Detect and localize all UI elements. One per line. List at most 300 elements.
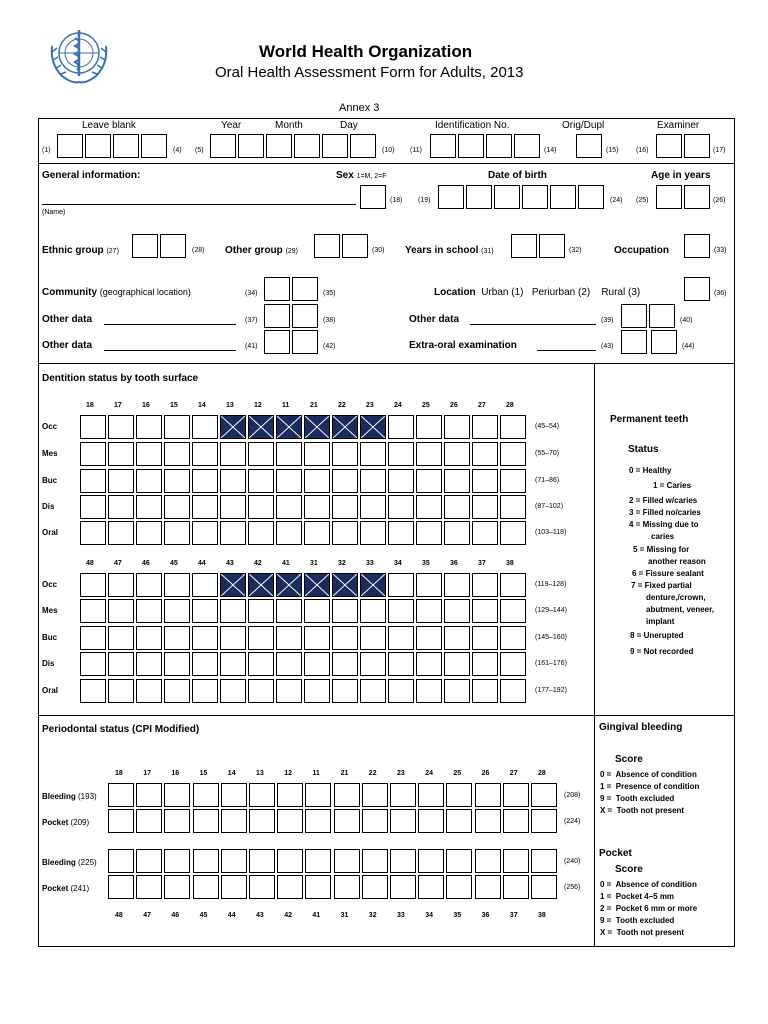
tooth-number: 15 [199, 770, 208, 777]
tooth-surface-box[interactable] [276, 599, 302, 623]
tooth-surface-box[interactable] [108, 442, 134, 466]
tooth-surface-box[interactable] [500, 442, 526, 466]
tooth-surface-box[interactable] [80, 521, 106, 545]
tooth-surface-box[interactable] [136, 415, 162, 439]
tooth-surface-box[interactable] [500, 599, 526, 623]
pocket-score-box[interactable] [221, 875, 247, 899]
tooth-surface-box[interactable] [444, 626, 470, 650]
field-code: (129–144) [535, 607, 567, 614]
tooth-surface-box[interactable] [444, 652, 470, 676]
dob-box[interactable] [578, 185, 604, 209]
pocket-score-box[interactable] [334, 875, 360, 899]
examiner-box[interactable] [656, 134, 682, 158]
tooth-number: 21 [340, 770, 349, 777]
gingival-code-item: X = Tooth not present [600, 806, 685, 815]
tooth-surface-box[interactable] [472, 652, 498, 676]
bleeding-score-box[interactable] [390, 783, 416, 807]
tooth-surface-box[interactable] [108, 573, 134, 597]
tooth-surface-box[interactable] [80, 415, 106, 439]
tooth-number: 18 [86, 402, 94, 409]
years-school-box[interactable] [539, 234, 565, 258]
tooth-surface-box[interactable] [416, 521, 442, 545]
tooth-surface-box[interactable] [220, 521, 246, 545]
other-group-box[interactable] [342, 234, 368, 258]
field-code: (10) [382, 147, 395, 154]
pocket-score-box[interactable] [390, 875, 416, 899]
tooth-surface-box[interactable] [416, 442, 442, 466]
tooth-number: 14 [227, 770, 236, 777]
dob-box[interactable] [438, 185, 464, 209]
tooth-number: 33 [397, 912, 405, 919]
tooth-surface-box[interactable] [108, 599, 134, 623]
pocket-score-box[interactable] [277, 809, 303, 833]
tooth-surface-box[interactable] [388, 599, 414, 623]
bleeding-score-box[interactable] [475, 849, 501, 873]
tooth-surface-box[interactable] [136, 573, 162, 597]
tooth-surface-box[interactable] [500, 626, 526, 650]
field-code: (45–54) [535, 423, 560, 430]
tooth-surface-box[interactable] [136, 679, 162, 703]
tooth-surface-box[interactable] [444, 469, 470, 493]
tooth-surface-box[interactable] [136, 652, 162, 676]
tooth-number: 18 [115, 770, 123, 777]
leave-blank-box[interactable] [141, 134, 167, 158]
tooth-surface-box[interactable] [220, 626, 246, 650]
tooth-surface-box[interactable] [248, 626, 274, 650]
bleeding-score-box[interactable] [531, 849, 557, 873]
pocket-score-box[interactable] [136, 875, 162, 899]
pocket-score-box[interactable] [305, 875, 331, 899]
field-code: (103–118) [535, 529, 567, 536]
bleeding-score-box[interactable] [362, 849, 388, 873]
bleeding-score-box[interactable] [503, 849, 529, 873]
tooth-surface-box[interactable] [220, 442, 246, 466]
field-code: (17) [713, 147, 726, 154]
dob-box[interactable] [522, 185, 548, 209]
tooth-surface-box[interactable] [192, 442, 218, 466]
tooth-surface-box[interactable] [276, 442, 302, 466]
tooth-surface-box[interactable] [444, 599, 470, 623]
tooth-surface-box[interactable] [80, 626, 106, 650]
tooth-surface-box[interactable] [472, 442, 498, 466]
ethnic-group-box[interactable] [132, 234, 158, 258]
tooth-surface-box[interactable] [80, 679, 106, 703]
other-data-line[interactable] [104, 350, 236, 351]
tooth-surface-box[interactable] [444, 573, 470, 597]
tooth-surface-box[interactable] [80, 573, 106, 597]
orig-dupl-box[interactable] [576, 134, 602, 158]
tooth-surface-box[interactable] [500, 469, 526, 493]
field-code: (26) [713, 197, 726, 204]
tooth-surface-box[interactable] [192, 521, 218, 545]
bleeding-score-box[interactable] [446, 849, 472, 873]
other-data-line[interactable] [104, 324, 236, 325]
bleeding-score-box[interactable] [418, 849, 444, 873]
tooth-surface-box[interactable] [388, 679, 414, 703]
bleeding-score-box[interactable] [418, 783, 444, 807]
tooth-surface-box[interactable] [444, 521, 470, 545]
tooth-surface-box[interactable] [220, 469, 246, 493]
tooth-surface-box[interactable] [388, 415, 414, 439]
other-data-box[interactable] [621, 304, 647, 328]
id-box[interactable] [458, 134, 484, 158]
other-data-box[interactable] [292, 304, 318, 328]
sex-box[interactable] [360, 185, 386, 209]
field-code: (28) [192, 247, 205, 254]
extraoral-line[interactable] [537, 350, 596, 351]
tooth-surface-box[interactable] [444, 679, 470, 703]
tooth-surface-box[interactable] [500, 415, 526, 439]
tooth-surface-box[interactable] [332, 469, 358, 493]
tooth-surface-box[interactable] [164, 599, 190, 623]
tooth-surface-box[interactable] [388, 442, 414, 466]
tooth-surface-box[interactable] [164, 442, 190, 466]
bleeding-score-box[interactable] [334, 849, 360, 873]
tooth-surface-box[interactable] [444, 495, 470, 519]
bleeding-score-box[interactable] [334, 783, 360, 807]
tooth-surface-box[interactable] [80, 442, 106, 466]
occupation-box[interactable] [684, 234, 710, 258]
bleeding-score-box[interactable] [164, 849, 190, 873]
pocket-score-box[interactable] [531, 809, 557, 833]
pocket-score-box[interactable] [136, 809, 162, 833]
tooth-surface-box[interactable] [472, 495, 498, 519]
pocket-score-box[interactable] [221, 809, 247, 833]
bleeding-score-box[interactable] [193, 783, 219, 807]
pocket-code-item: X = Tooth not present [600, 928, 685, 937]
tooth-surface-box[interactable] [248, 495, 274, 519]
name-line[interactable] [42, 204, 356, 205]
bleeding-score-box[interactable] [362, 783, 388, 807]
field-code: (39) [601, 317, 614, 324]
extraoral-box[interactable] [651, 330, 677, 354]
pocket-score-box[interactable] [193, 875, 219, 899]
bleeding-score-box[interactable] [136, 783, 162, 807]
bleeding-score-box[interactable] [108, 849, 134, 873]
tooth-surface-box[interactable] [164, 652, 190, 676]
other-data-box[interactable] [649, 304, 675, 328]
tooth-surface-box[interactable] [248, 442, 274, 466]
tooth-surface-box[interactable] [276, 626, 302, 650]
tooth-number: 23 [366, 402, 374, 409]
date-box[interactable] [266, 134, 292, 158]
tooth-surface-box[interactable] [136, 469, 162, 493]
tooth-surface-box[interactable] [360, 442, 386, 466]
tooth-surface-box[interactable] [276, 469, 302, 493]
tooth-surface-box[interactable] [108, 652, 134, 676]
pocket-score-box[interactable] [531, 875, 557, 899]
tooth-surface-box[interactable] [332, 679, 358, 703]
dob-box[interactable] [494, 185, 520, 209]
tooth-surface-box[interactable] [192, 679, 218, 703]
tooth-surface-box[interactable] [164, 626, 190, 650]
tooth-surface-box[interactable] [472, 415, 498, 439]
tooth-surface-box[interactable] [332, 521, 358, 545]
examiner-box[interactable] [684, 134, 710, 158]
pocket-score-box[interactable] [475, 809, 501, 833]
bleeding-score-box[interactable] [193, 849, 219, 873]
tooth-surface-box[interactable] [472, 679, 498, 703]
tooth-surface-box[interactable] [248, 521, 274, 545]
field-code: (161–176) [535, 660, 567, 667]
tooth-surface-box[interactable] [500, 495, 526, 519]
community-box[interactable] [264, 277, 290, 301]
tooth-surface-box[interactable] [164, 495, 190, 519]
tooth-surface-box[interactable] [472, 573, 498, 597]
pocket-score-box[interactable] [277, 875, 303, 899]
pocket-score-box[interactable] [249, 809, 275, 833]
age-box[interactable] [684, 185, 710, 209]
surface-label: Occ [42, 580, 58, 589]
bleeding-score-box[interactable] [136, 849, 162, 873]
tooth-surface-box[interactable] [332, 652, 358, 676]
other-group-box[interactable] [314, 234, 340, 258]
bleeding-score-box[interactable] [277, 849, 303, 873]
field-code: (41) [245, 343, 258, 350]
form-title: Oral Health Assessment Form for Adults, 2013 [215, 64, 524, 81]
bleeding-score-box[interactable] [475, 783, 501, 807]
tooth-number: 43 [226, 560, 234, 567]
tooth-surface-box[interactable] [304, 495, 330, 519]
field-code: (44) [682, 343, 695, 350]
dob-box[interactable] [550, 185, 576, 209]
other-data-box[interactable] [264, 304, 290, 328]
pocket-score-box[interactable] [503, 809, 529, 833]
tooth-surface-box[interactable] [164, 521, 190, 545]
tooth-surface-box[interactable] [500, 652, 526, 676]
id-box[interactable] [514, 134, 540, 158]
pocket-score-box[interactable] [362, 875, 388, 899]
ethnic-group-box[interactable] [160, 234, 186, 258]
tooth-surface-box[interactable] [136, 442, 162, 466]
tooth-surface-box[interactable] [416, 573, 442, 597]
tooth-surface-box[interactable] [360, 679, 386, 703]
bleeding-score-box[interactable] [390, 849, 416, 873]
tooth-surface-box[interactable] [80, 495, 106, 519]
bleeding-score-box[interactable] [277, 783, 303, 807]
tooth-surface-box[interactable] [304, 626, 330, 650]
leave-blank-box[interactable] [113, 134, 139, 158]
tooth-surface-box[interactable] [360, 599, 386, 623]
tooth-number: 25 [422, 402, 430, 409]
tooth-surface-box[interactable] [416, 679, 442, 703]
tooth-surface-box[interactable] [276, 495, 302, 519]
tooth-surface-box[interactable] [332, 626, 358, 650]
tooth-surface-box[interactable] [248, 599, 274, 623]
tooth-surface-box[interactable] [220, 652, 246, 676]
bleeding-score-box[interactable] [221, 849, 247, 873]
pocket-score-box[interactable] [446, 809, 472, 833]
pocket-score-box[interactable] [418, 809, 444, 833]
date-box[interactable] [210, 134, 236, 158]
bleeding-score-box[interactable] [164, 783, 190, 807]
date-box[interactable] [238, 134, 264, 158]
tooth-surface-box[interactable] [444, 442, 470, 466]
tooth-surface-box[interactable] [388, 469, 414, 493]
pocket-score-box[interactable] [164, 809, 190, 833]
tooth-surface-box[interactable] [472, 626, 498, 650]
tooth-number: 14 [198, 402, 206, 409]
tooth-surface-box[interactable] [360, 652, 386, 676]
tooth-surface-box[interactable] [416, 469, 442, 493]
tooth-surface-box[interactable] [164, 415, 190, 439]
id-box[interactable] [430, 134, 456, 158]
tooth-surface-box[interactable] [80, 599, 106, 623]
tooth-surface-box[interactable] [304, 679, 330, 703]
tooth-surface-box[interactable] [388, 652, 414, 676]
date-box[interactable] [322, 134, 348, 158]
bleeding-score-box[interactable] [531, 783, 557, 807]
tooth-surface-box[interactable] [388, 495, 414, 519]
tooth-surface-box[interactable] [108, 415, 134, 439]
tooth-surface-box[interactable] [248, 652, 274, 676]
tooth-surface-box[interactable] [416, 415, 442, 439]
pocket-score-box[interactable] [334, 809, 360, 833]
pocket-score-box[interactable] [108, 875, 134, 899]
age-label: Age in years [651, 170, 711, 181]
tooth-surface-box[interactable] [360, 521, 386, 545]
tooth-surface-box[interactable] [136, 599, 162, 623]
location-label: Location Urban (1) Periurban (2) Rural (3) [434, 287, 641, 298]
pocket-score-box[interactable] [446, 875, 472, 899]
tooth-surface-box[interactable] [80, 469, 106, 493]
bleeding-score-box[interactable] [249, 783, 275, 807]
pocket-code-item: 1 = Pocket 4–5 mm [600, 892, 675, 901]
tooth-surface-box[interactable] [220, 599, 246, 623]
tooth-surface-box[interactable] [164, 679, 190, 703]
bleeding-score-box[interactable] [249, 849, 275, 873]
tooth-surface-box[interactable] [332, 495, 358, 519]
tooth-surface-box[interactable] [136, 521, 162, 545]
tooth-surface-box[interactable] [332, 599, 358, 623]
tooth-surface-box[interactable] [108, 469, 134, 493]
tooth-surface-box[interactable] [248, 469, 274, 493]
tooth-surface-box[interactable] [416, 599, 442, 623]
date-box[interactable] [350, 134, 376, 158]
other-data-label: Other data [42, 314, 93, 325]
community-box[interactable] [292, 277, 318, 301]
bleeding-score-box[interactable] [305, 849, 331, 873]
tooth-surface-box[interactable] [416, 495, 442, 519]
pocket-score-box[interactable] [164, 875, 190, 899]
years-school-box[interactable] [511, 234, 537, 258]
tooth-surface-box[interactable] [472, 599, 498, 623]
tooth-surface-box[interactable] [416, 626, 442, 650]
tooth-surface-box[interactable] [304, 442, 330, 466]
pocket-score-box[interactable] [390, 809, 416, 833]
pocket-score-box[interactable] [362, 809, 388, 833]
tooth-surface-box[interactable] [220, 679, 246, 703]
tooth-surface-box[interactable] [192, 415, 218, 439]
tooth-number: 46 [171, 912, 180, 919]
tooth-surface-box[interactable] [108, 521, 134, 545]
location-box[interactable] [684, 277, 710, 301]
pocket-code-item: 2 = Pocket 6 mm or more [600, 904, 698, 913]
pocket-row-label: Pocket (241) [42, 884, 90, 893]
id-box[interactable] [486, 134, 512, 158]
pocket-score-box[interactable] [305, 809, 331, 833]
tooth-surface-box[interactable] [192, 573, 218, 597]
tooth-surface-box[interactable] [164, 469, 190, 493]
bleeding-score-box[interactable] [108, 783, 134, 807]
tooth-surface-box[interactable] [416, 652, 442, 676]
tooth-surface-box[interactable] [192, 652, 218, 676]
leave-blank-box[interactable] [85, 134, 111, 158]
extraoral-box[interactable] [621, 330, 647, 354]
pocket-score-box[interactable] [475, 875, 501, 899]
tooth-surface-box[interactable] [80, 652, 106, 676]
age-box[interactable] [656, 185, 682, 209]
tooth-surface-box[interactable] [500, 679, 526, 703]
tooth-surface-box[interactable] [192, 599, 218, 623]
tooth-surface-box[interactable] [248, 679, 274, 703]
tooth-surface-box[interactable] [220, 495, 246, 519]
tooth-surface-box[interactable] [164, 573, 190, 597]
other-data-box[interactable] [292, 330, 318, 354]
gingival-code-item: 9 = Tooth excluded [600, 794, 675, 803]
tooth-surface-box[interactable] [332, 442, 358, 466]
pocket-score-box[interactable] [418, 875, 444, 899]
tooth-surface-box[interactable] [276, 679, 302, 703]
tooth-surface-box[interactable] [444, 415, 470, 439]
tooth-surface-box[interactable] [360, 469, 386, 493]
bleeding-score-box[interactable] [503, 783, 529, 807]
tooth-surface-box[interactable] [192, 626, 218, 650]
tooth-surface-box[interactable] [304, 521, 330, 545]
periodontal-heading: Periodontal status (CPI Modified) [42, 724, 200, 735]
tooth-surface-box[interactable] [108, 495, 134, 519]
tooth-surface-box[interactable] [276, 652, 302, 676]
tooth-surface-box[interactable] [360, 495, 386, 519]
other-data-line[interactable] [470, 324, 596, 325]
tooth-surface-box[interactable] [276, 521, 302, 545]
tooth-surface-box[interactable] [192, 495, 218, 519]
bleeding-score-box[interactable] [221, 783, 247, 807]
field-code: (16) [636, 147, 649, 154]
bleeding-score-box[interactable] [305, 783, 331, 807]
year-label: Year [221, 120, 242, 131]
tooth-surface-box[interactable] [136, 626, 162, 650]
dob-box[interactable] [466, 185, 492, 209]
tooth-surface-box[interactable] [108, 626, 134, 650]
tooth-surface-box[interactable] [388, 626, 414, 650]
tooth-surface-box[interactable] [500, 573, 526, 597]
tooth-number: 48 [115, 912, 123, 919]
pocket-score-box[interactable] [503, 875, 529, 899]
pocket-score-box[interactable] [108, 809, 134, 833]
tooth-surface-box[interactable] [472, 469, 498, 493]
tooth-surface-box[interactable] [500, 521, 526, 545]
leave-blank-box[interactable] [57, 134, 83, 158]
tooth-surface-box[interactable] [388, 573, 414, 597]
tooth-surface-box[interactable] [360, 626, 386, 650]
tooth-surface-box[interactable] [472, 521, 498, 545]
field-code: (40) [680, 317, 693, 324]
excluded-tooth-box [220, 573, 246, 597]
tooth-surface-box[interactable] [304, 652, 330, 676]
bleeding-score-box[interactable] [446, 783, 472, 807]
other-data-box[interactable] [264, 330, 290, 354]
tooth-surface-box[interactable] [388, 521, 414, 545]
tooth-surface-box[interactable] [136, 495, 162, 519]
pocket-score-box[interactable] [249, 875, 275, 899]
tooth-surface-box[interactable] [304, 599, 330, 623]
tooth-surface-box[interactable] [192, 469, 218, 493]
pocket-score-box[interactable] [193, 809, 219, 833]
date-box[interactable] [294, 134, 320, 158]
tooth-surface-box[interactable] [304, 469, 330, 493]
tooth-surface-box[interactable] [108, 679, 134, 703]
